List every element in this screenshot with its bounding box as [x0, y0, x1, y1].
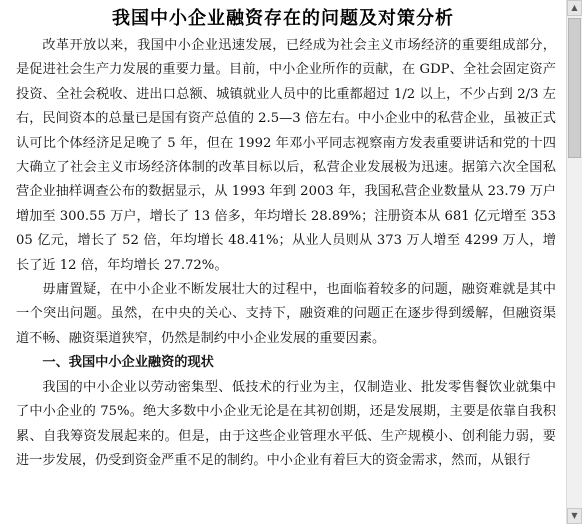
- vertical-scrollbar[interactable]: [566, 0, 582, 524]
- scroll-thumb[interactable]: [568, 18, 581, 158]
- scroll-up-arrow-icon[interactable]: ▲: [567, 0, 582, 16]
- paragraph-financing-problem: 毋庸置疑，在中小企业不断发展壮大的过程中，也面临着较多的问题，融资难就是其中一个突出问题。虽然，在中央的关心、支持下，融资难的问题正在逐步得到缓解，但融资渠道不畅、融资渠道狭窄，仍然是制约中小企业发展的重要因素。: [16, 282, 556, 346]
- section-heading: 一、我国中小企业融资的现状: [42, 355, 214, 371]
- paragraph-intro: 改革开放以来，我国中小企业迅速发展，已经成为社会主义市场经济的重要组成部分，是促进社会生产力发展的重要力量。目前，中小企业所作的贡献，在 GDP、全社会固定资产投资、全社会税收、进出口总额、城镇就业人员中的比重都超过 1/2 以上，不少占到 2/3 左右，民间资本的总量已是国有资产总值的 2.5—3 倍左右。中小企业中的私营企业，虽被正式认可比个体经济足足晚了 5 年，但在 1992 年邓小平同志视察南方发表重要讲话和党的十四大确立了社会主义市场经济体制的改革目标以后，私营企业发展极为迅速。据第六次全国私营企业抽样调查公布的数据显示，从 1993 年到 2003 年，我国私营企业数量从 23.79 万户增加至 300.55 万户，增长了 13 倍多，年均增长 28.89%；注册资本从 681 亿元增至 35305 亿元，增长了 52 倍，年均增长 48.41%；从业人员则从 373 万人增至 4299 万人，增长了近 12 倍，年均增长 27.72%。: [16, 38, 556, 273]
- document-title: 我国中小企业融资存在的问题及对策分析: [112, 8, 454, 29]
- paragraph-current-status: 我国的中小企业以劳动密集型、低技术的行业为主，仅制造业、批发零售餐饮业就集中了中小企业的 75%。绝大多数中小企业无论是在其初创期，还是发展期，主要是依靠自我积累、自我筹资发展起来的。但是，由于这些企业管理水平低、生产规模小、创利能力弱，要进一步发展，仍受到资金严重不足的制约。中小企业有着巨大的资金需求，然而，从银行: [16, 379, 556, 468]
- document-body: [0, 32, 566, 473]
- scroll-down-arrow-icon[interactable]: ▼: [567, 508, 582, 524]
